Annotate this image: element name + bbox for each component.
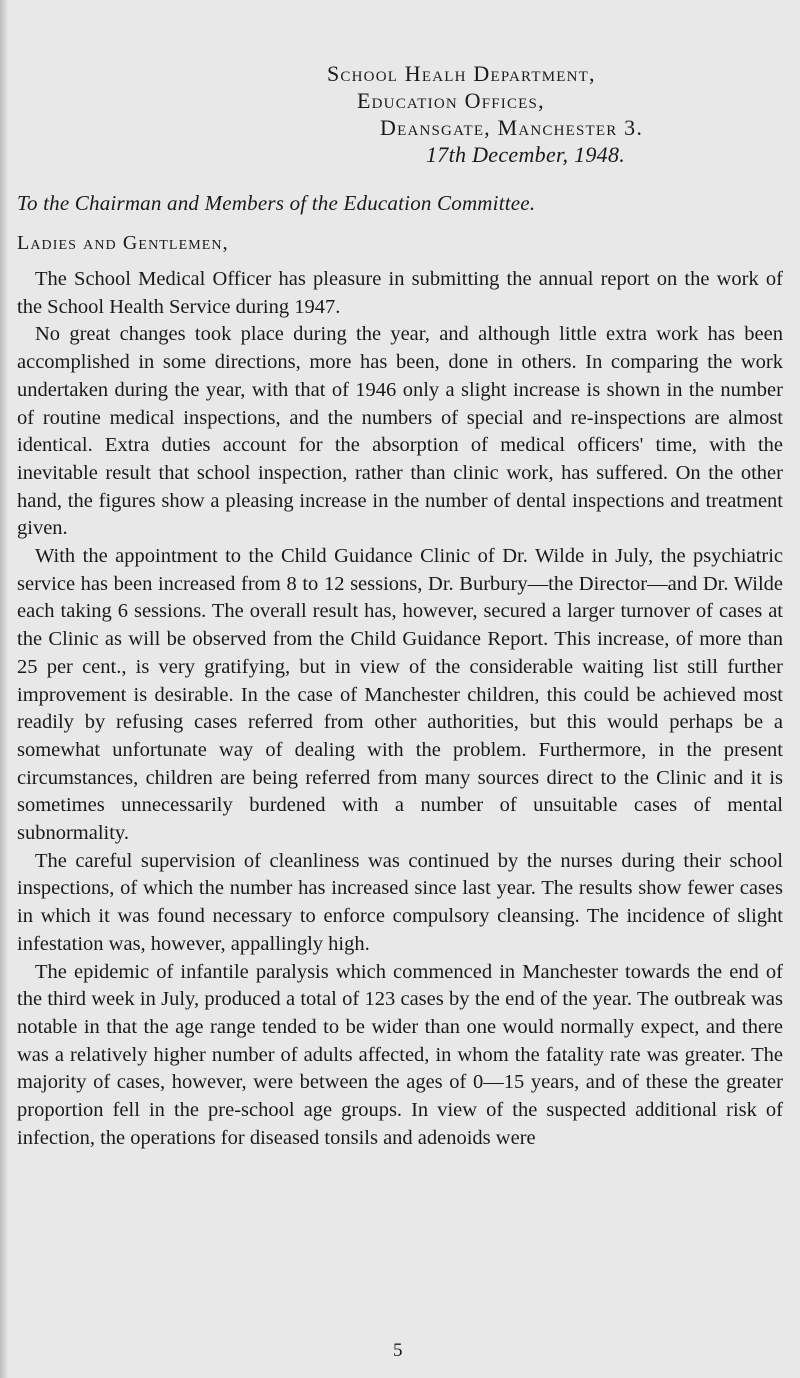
letterhead-address (327, 60, 787, 168)
paragraph-child-guidance: With the appointment to the Child Guidance Clinic of Dr. Wilde in July, the psychiatric service has been increased from 8 to 12 sessions, Dr. Burbury—the Director—and Dr. Wilde each taking 6 sessions. The overall result has, however, secured a larger turnover of cases at the Clinic as will be observed from the Child Guidance Report. This increase, of more than 25 per cent., is very gratifying, but in view of the considerable waiting list still further improvement is desirable. In the case of Manchester children, this could be achieved most readily by refusing cases referred from other authorities, but this would perhaps be a somewhat unfortunate way of dealing with the problem. Furthermore, in the present circumstances, children are being referred from many sources direct to the Clinic and it is sometimes unnecessarily burdened with a number of unsuitable cases of mental subnormality. (17, 545, 783, 845)
letterhead-street: Deansgate, Manchester 3. (380, 115, 644, 140)
page-binding-edge (0, 0, 8, 1378)
paragraph-inspections: No great changes took place during the year, and although little extra work has been accomplished in some directions, more has been, done in others. In comparing the work undertaken during the year, with that of 1946 only a slight increase is shown in the number of routine medical inspections, and the numbers of special and re-inspections are almost identical. Extra duties account for the absorption of medical officers' time, with the inevitable result that school inspection, rather than clinic work, has suffered. On the other hand, the figures show a pleasing increase in the number of dental inspections and treatment given. (17, 323, 783, 540)
paragraph-intro: The School Medical Officer has pleasure in submitting the annual report on the work of the School Health Service during 1947. (17, 268, 783, 318)
paragraph-cleanliness: The careful supervision of cleanliness was continued by the nurses during their school inspections, of which the number has increased since last year. The results show fewer cases in which it was found necessary to enforce compulsory cleansing. The incidence of slight infestation was, however, appallingly high. (17, 849, 783, 955)
letter-date: 17th December, 1948. (426, 142, 626, 167)
addressee-line: To the Chairman and Members of the Education Committee. (17, 191, 536, 215)
report-body (17, 266, 783, 1153)
page-number: 5 (393, 1340, 403, 1361)
paragraph-epidemic: The epidemic of infantile paralysis which commenced in Manchester towards the end of the third week in July, produced a total of 123 cases by the end of the year. The outbreak was notable in that the age range tended to be wider than one would normally expect, and there was a relatively higher number of adults affected, in whom the fatality rate was greater. The majority of cases, however, were between the ages of 0—15 years, and of these the greater proportion fell in the pre-school age groups. In view of the suspected additional risk of infection, the operations for diseased tonsils and adenoids were (17, 960, 783, 1149)
salutation: Ladies and Gentlemen, (17, 232, 229, 254)
letterhead-offices: Education Offices, (357, 88, 545, 113)
letterhead-department: School Healh Department, (327, 61, 596, 86)
